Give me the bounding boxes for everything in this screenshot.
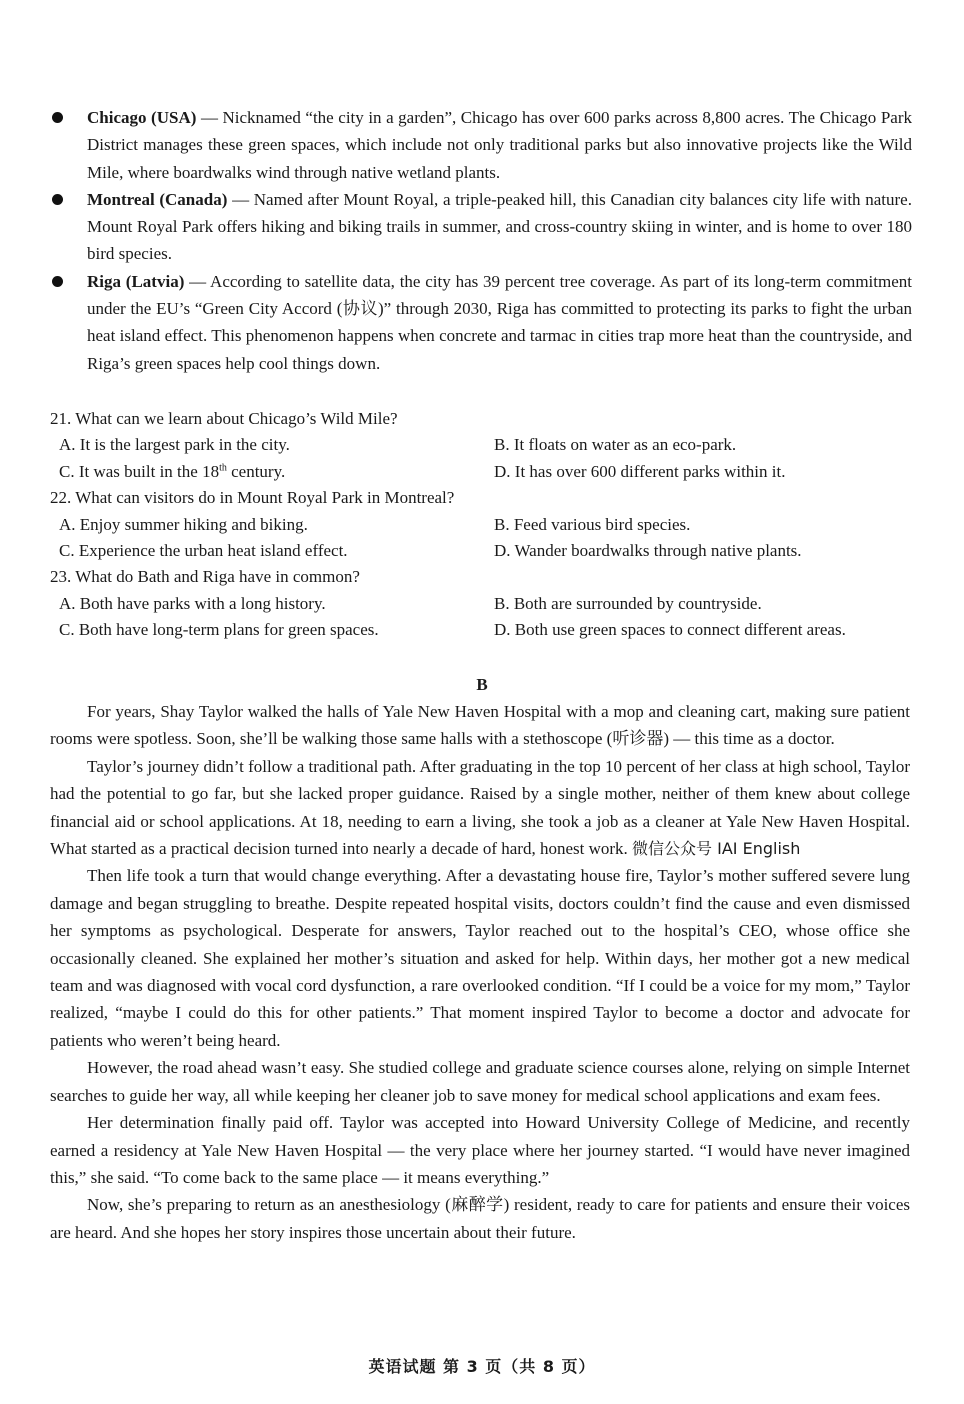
city-bullet-list [50,104,912,377]
option-c: C. Both have long-term plans for green spaces. [59,620,379,640]
bullet-dot-icon [52,276,63,287]
option-a: A. It is the largest park in the city. [59,435,290,455]
option-d: D. It has over 600 different parks within it. [494,461,786,481]
option-row [50,432,920,458]
ordinal-suffix: th [219,462,227,474]
option-a: A. Enjoy summer hiking and biking. [59,514,308,534]
bullet-dot-icon [52,194,63,205]
paragraph: For years, Shay Taylor walked the halls of Yale New Haven Hospital with a mop and cleaning cart, making sure patient rooms were spotless. Soon, she’ll be walking those same halls with a stethoscope (听诊器) — this time as a doctor. [50,702,910,749]
reading-passage [50,698,910,1246]
option-c [50,459,494,485]
option-row [50,617,920,643]
option-row [50,512,920,538]
bullet-dot-icon [52,112,63,123]
city-description: — Named after Mount Royal, a triple-peaked hill, this Canadian city balances city life with nature. Mount Royal Park offers hiking and biking trails in summer, and cross-country skiing in winter, and is home to over 180 bird species. [87,189,912,264]
question-21-stem: 21. What can we learn about Chicago’s Wild Mile? [50,409,398,428]
city-name: Chicago (USA) [87,108,197,127]
paragraph: However, the road ahead wasn’t easy. She studied college and graduate science courses alone, relying on simple Internet searches to guide her way, all while keeping her cleaner job to save money for medical school applications and exam fees. [50,1058,910,1105]
option-row [50,459,920,485]
option-row [50,591,920,617]
paragraph-text: Taylor’s journey didn’t follow a traditional path. After graduating in the top 10 percent of her class at high school, Taylor had the potential to go far, but she lacked proper guidance. Raised by a single mother, neither of them knew about college financial aid or school applications. At 18, needing to earn a living, she took a job as a cleaner at Yale New Haven Hospital. What started as a practical decision turned into nearly a decade of hard, honest work. [50,756,910,859]
section-heading: B [476,675,488,694]
question-23-stem: 23. What do Bath and Riga have in common? [50,567,360,587]
bullet-riga [50,268,912,377]
option-b: B. It floats on water as an eco-park. [494,435,737,455]
city-name: Riga (Latvia) [87,271,185,291]
bullet-chicago [50,104,912,186]
paragraph: Then life took a turn that would change everything. After a devastating house fire, Taylor’s mother suffered severe lung damage and began struggling to breathe. Despite repeated hospital visits, doctors couldn’t find the cause and even dismissed her symptoms as psychological. Desperate for answers, Taylor reached out to the hospital’s CEO, whose office she occasionally cleaned. She explained her mother’s situation and asked for help. Within days, her mother got a new medical team and was diagnosed with vocal cord dysfunction, a rare overlooked condition. “If I could be a voice for my mom,” Taylor realized, “maybe I could do this for other patients.” That moment inspired Taylor to become a doctor and advocate for patients who weren’t being heard. [50,866,910,1050]
paragraph: Her determination finally paid off. Taylor was accepted into Howard University College of Medicine, and recently earned a residency at Yale New Haven Hospital — the very place where her journey started. “I would have never imagined this,” she said. “To come back to the same place — it means everything.” [50,1113,910,1187]
option-c-text: C. It was built in the 18 [59,461,220,481]
option-c: C. Experience the urban heat island effect. [59,541,348,561]
option-row [50,538,920,564]
city-description: — Nicknamed “the city in a garden”, Chicago has over 600 parks across 8,800 acres. The Chicago Park District manages these green spaces, which include not only traditional parks but also innovative projects like the Wild Mile, where boardwalks wind through native wetland plants. [87,108,912,182]
option-b: B. Feed various bird species. [494,514,691,534]
watermark-text: 微信公众号 IAI English [632,839,801,859]
question-block [50,406,920,644]
option-c-text-end: century. [226,461,286,481]
question-22-stem: 22. What can visitors do in Mount Royal Park in Montreal? [50,488,455,508]
option-d: D. Both use green spaces to connect different areas. [494,620,846,640]
bullet-montreal [50,186,912,268]
paragraph: Now, she’s preparing to return as an anesthesiology (麻醉学) resident, ready to care for patients and ensure their voices are heard. And she hopes her story inspires those uncertain about their future. [50,1195,910,1242]
option-d: D. Wander boardwalks through native plants. [494,541,802,561]
option-a: A. Both have parks with a long history. [59,593,326,613]
city-description: — According to satellite data, the city has 39 percent tree coverage. As part of its long-term commitment under the EU’s “Green City Accord (协议)” through 2030, Riga has committed to protecting its parks to fight the urban heat island effect. This phenomenon happens when concrete and tarmac in cities trap more heat than the countryside, and Riga’s green spaces help cool things down. [87,271,912,373]
page-footer: 英语试题 第 3 页（共 8 页） [368,1357,596,1376]
city-name: Montreal (Canada) [87,189,228,209]
paragraph [50,753,910,863]
option-b: B. Both are surrounded by countryside. [494,593,762,613]
